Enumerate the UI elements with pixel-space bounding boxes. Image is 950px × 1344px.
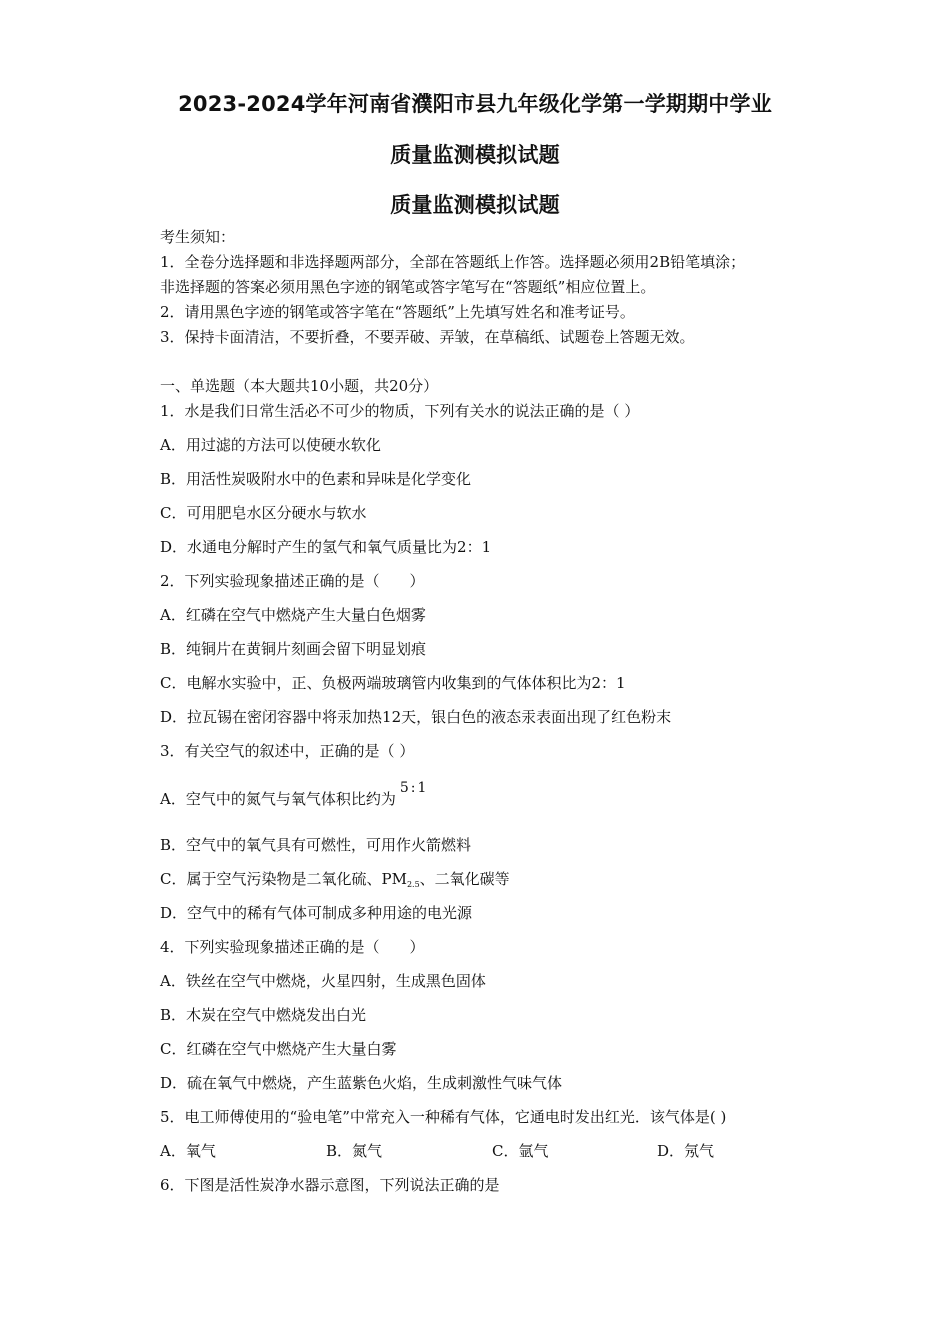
- question-6-stem: 6．下图是活性炭净水器示意图，下列说法正确的是: [160, 1176, 500, 1194]
- question-4-option-c: C．红磷在空气中燃烧产生大量白雾: [160, 1040, 397, 1058]
- question-1-option-b: B．用活性炭吸附水中的色素和异味是化学变化: [160, 470, 472, 488]
- notice-item: 非选择题的答案必须用黑色字迹的钢笔或答字笔写在“答题纸”相应位置上。: [160, 278, 656, 296]
- notice-item: 1．全卷分选择题和非选择题两部分，全部在答题纸上作答。选择题必须用2B铅笔填涂；: [160, 253, 746, 271]
- question-4-option-a: A．铁丝在空气中燃烧，火星四射，生成黑色固体: [160, 972, 486, 990]
- question-4-option-d: D．硫在氧气中燃烧，产生蓝紫色火焰，生成刺激性气味气体: [160, 1074, 563, 1092]
- question-5-option-a: A．氧气: [160, 1142, 216, 1160]
- question-1-option-c: C．可用肥皂水区分硬水与软水: [160, 504, 367, 522]
- question-2-option-d: D．拉瓦锡在密闭容器中将汞加热12天，银白色的液态汞表面出现了红色粉末: [160, 708, 672, 726]
- question-1-stem: 1．水是我们日常生活必不可少的物质，下列有关水的说法正确的是（ ）: [160, 402, 640, 420]
- question-3-option-b: B．空气中的氧气具有可燃性，可用作火箭燃料: [160, 836, 472, 854]
- question-3-stem: 3．有关空气的叙述中，正确的是（ ）: [160, 742, 415, 760]
- exam-title-line-1: 2023-2024学年河南省濮阳市县九年级化学第一学期期中学业: [178, 92, 772, 116]
- question-5-option-b: B．氮气: [326, 1142, 383, 1160]
- notice-heading: 考生须知：: [160, 228, 236, 246]
- question-2-option-a: A．红磷在空气中燃烧产生大量白色烟雾: [160, 606, 426, 624]
- question-3-option-a-text: A．空气中的氮气与氧气体积比约为: [160, 790, 396, 808]
- question-2-option-c: C．电解水实验中，正、负极两端玻璃管内收集到的气体体积比为2：1: [160, 674, 626, 692]
- question-4-stem: 4．下列实验现象描述正确的是（ ）: [160, 938, 425, 956]
- exam-title-line-3: 质量监测模拟试题: [390, 193, 560, 217]
- question-2-option-b: B．纯铜片在黄铜片刻画会留下明显划痕: [160, 640, 427, 658]
- section-heading: 一、单选题（本大题共10小题，共20分）: [160, 377, 439, 395]
- question-3-option-d: D．空气中的稀有气体可制成多种用途的电光源: [160, 904, 473, 922]
- question-2-stem: 2．下列实验现象描述正确的是（ ）: [160, 572, 425, 590]
- question-3-option-c: [160, 869, 510, 895]
- ratio-5-1: 5:1: [399, 780, 429, 796]
- question-1-option-d: D．水通电分解时产生的氢气和氧气质量比为2：1: [160, 538, 492, 556]
- notice-item: 3．保持卡面清洁，不要折叠，不要弄破、弄皱，在草稿纸、试题卷上答题无效。: [160, 328, 695, 346]
- exam-title-line-2: 质量监测模拟试题: [390, 143, 560, 167]
- question-1-option-a: A．用过滤的方法可以使硬水软化: [160, 436, 381, 454]
- notice-item: 2．请用黑色字迹的钢笔或答字笔在“答题纸”上先填写姓名和准考证号。: [160, 303, 635, 321]
- question-3-option-c-pre: C．属于空气污染物是二氧化硫、PM: [160, 870, 407, 888]
- question-4-option-b: B．木炭在空气中燃烧发出白光: [160, 1006, 367, 1024]
- question-3-option-a: [160, 780, 429, 810]
- question-3-option-c-post: 、二氧化碳等: [419, 870, 510, 888]
- pm-subscript: 2.5: [406, 880, 420, 889]
- question-5-stem: 5．电工师傅使用的“验电笔”中常充入一种稀有气体，它通电时发出红光．该气体是( ): [160, 1108, 727, 1126]
- question-5-option-c: C．氩气: [492, 1142, 549, 1160]
- question-5-option-d: D．氖气: [657, 1142, 715, 1160]
